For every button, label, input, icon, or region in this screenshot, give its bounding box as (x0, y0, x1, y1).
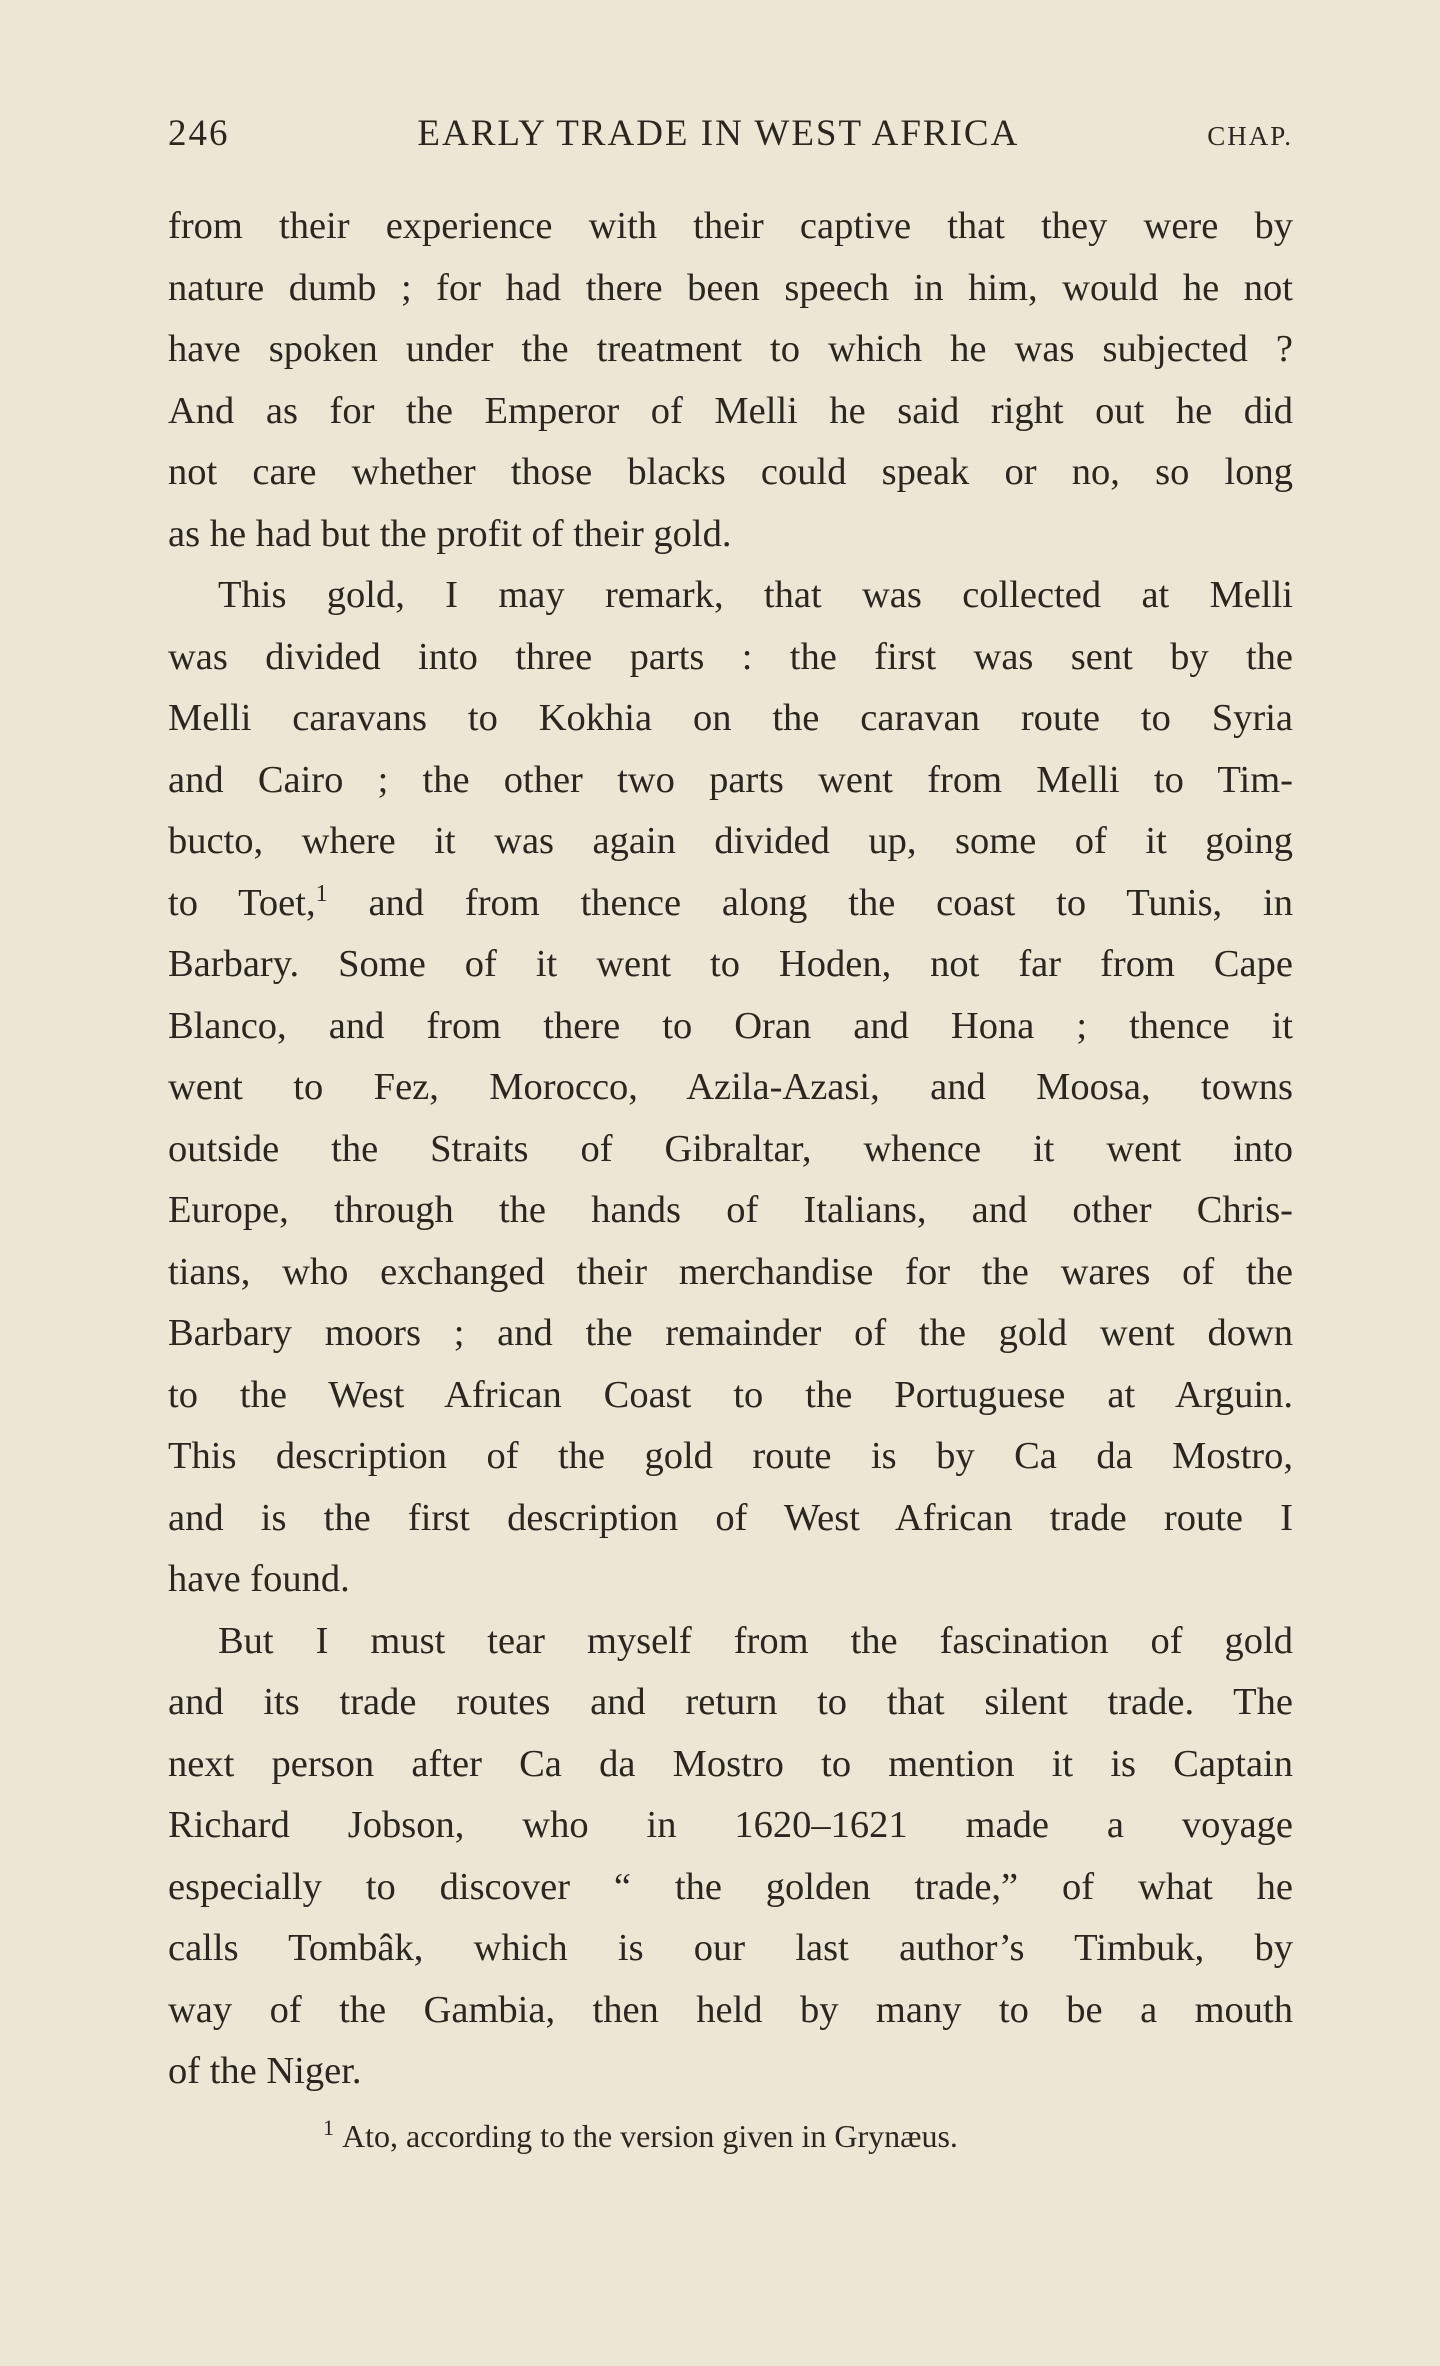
text-line: And as for the Emperor of Melli he said right out he did (168, 389, 1293, 432)
text-line: was divided into three parts : the first was sent by the (168, 635, 1293, 678)
text-line: of the Niger. (168, 2050, 362, 2092)
text-line: have spoken under the treatment to which he was subjected ? (168, 328, 1293, 370)
text-line: Richard Jobson, who in 1620–1621 made a voyage (168, 1804, 1293, 1846)
chapter-marker: CHAP. (1207, 121, 1293, 151)
text-line: went to Fez, Morocco, Azila-Azasi, and Moosa, towns (168, 1066, 1293, 1108)
text-line: and its trade routes and return to that silent trade. The (168, 1681, 1293, 1723)
text-line: But I must tear myself from the fascination of gold (218, 1619, 1293, 1662)
text-line: as he had but the profit of their gold. (168, 512, 732, 555)
text-line: Blanco, and from there to Oran and Hona ; thence it (168, 1004, 1293, 1047)
text-line: next person after Ca da Mostro to mention it is Captain (168, 1742, 1293, 1785)
text-line: not care whether those blacks could speak or no, so long (168, 451, 1293, 493)
text-line: Barbary. Some of it went to Hoden, not far from Cape (168, 943, 1293, 985)
running-header (168, 112, 1293, 162)
text-line: This description of the gold route is by Ca da Mostro, (168, 1435, 1293, 1477)
text-fragment: to Toet, (168, 881, 316, 924)
footnote-text: Ato, according to the version given in Grynæus. (342, 2118, 958, 2154)
text-line: outside the Straits of Gibraltar, whence it went into (168, 1127, 1293, 1170)
text-line: way of the Gambia, then held by many to be a mouth (168, 1988, 1293, 2031)
footnote (168, 2115, 1293, 2155)
page-number: 246 (168, 113, 230, 154)
text-line: Europe, through the hands of Italians, and other Chris- (168, 1189, 1293, 1231)
text-line: from their experience with their captive that they were by (168, 205, 1293, 247)
running-title: EARLY TRADE IN WEST AFRICA (417, 113, 1020, 154)
text-line: and is the first description of West African trade route I (168, 1496, 1293, 1539)
text-line: to the West African Coast to the Portuguese at Arguin. (168, 1373, 1293, 1416)
text-line-with-footnote-ref (168, 873, 1293, 935)
footnote-marker: 1 (323, 2115, 334, 2141)
text-line: especially to discover “ the golden trade,” of what he (168, 1865, 1293, 1908)
text-line: Melli caravans to Kokhia on the caravan route to Syria (168, 697, 1293, 739)
text-line: calls Tombâk, which is our last author’s Timbuk, by (168, 1927, 1293, 1969)
text-line: nature dumb ; for had there been speech in him, would he not (168, 266, 1293, 309)
text-line: bucto, where it was again divided up, some of it going (168, 820, 1293, 862)
text-fragment: and from thence along the coast to Tunis, in (327, 881, 1293, 924)
text-line: and Cairo ; the other two parts went from Melli to Tim- (168, 758, 1293, 801)
text-line: This gold, I may remark, that was collected at Melli (218, 574, 1293, 616)
text-line: tians, who exchanged their merchandise for the wares of the (168, 1250, 1293, 1293)
text-line: have found. (168, 1558, 350, 1600)
text-line: Barbary moors ; and the remainder of the gold went down (168, 1312, 1293, 1354)
footnote-reference: 1 (315, 880, 328, 907)
body-text (168, 196, 1293, 2103)
